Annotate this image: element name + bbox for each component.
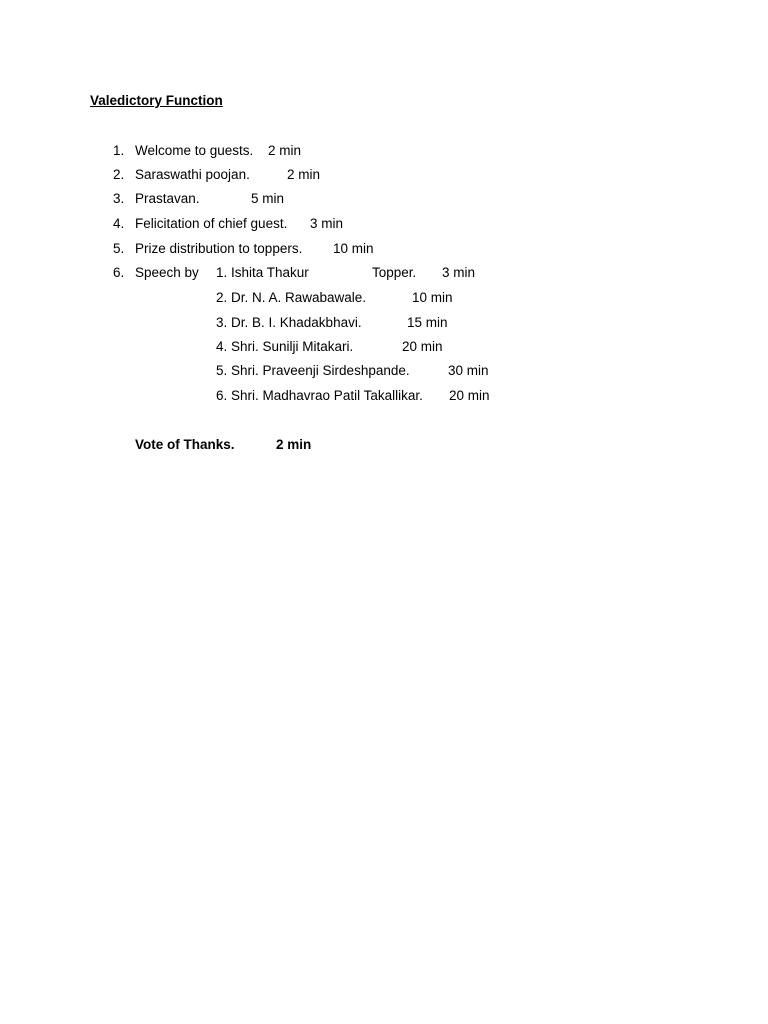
speaker-name: 1. Ishita Thakur	[216, 265, 309, 280]
list-item-number: 6.	[113, 265, 125, 280]
speaker-role: Topper.	[372, 265, 417, 280]
closing-time: 2 min	[276, 437, 312, 452]
list-item-number: 5.	[113, 241, 125, 256]
speaker-name: 4. Shri. Sunilji Mitakari.	[216, 339, 354, 354]
speaker-time: 30 min	[448, 363, 489, 378]
list-item-number: 1.	[113, 143, 125, 158]
list-item-time: 2 min	[268, 143, 302, 158]
page-title: Valedictory Function	[90, 93, 223, 108]
speaker-name: 6. Shri. Madhavrao Patil Takallikar.	[216, 388, 423, 403]
speaker-time: 3 min	[442, 265, 476, 280]
closing-text: Vote of Thanks.	[135, 437, 235, 452]
list-item-time: 2 min	[287, 167, 321, 182]
list-item-text: Saraswathi poojan.	[135, 167, 250, 182]
speaker-time: 15 min	[407, 315, 448, 330]
list-item-text: Speech by	[135, 265, 199, 280]
speaker-time: 20 min	[449, 388, 490, 403]
list-item-text: Prastavan.	[135, 191, 200, 206]
list-item-time: 5 min	[251, 191, 285, 206]
speaker-time: 10 min	[412, 290, 453, 305]
list-item-number: 3.	[113, 191, 125, 206]
list-item-text: Felicitation of chief guest.	[135, 216, 288, 231]
list-item-number: 4.	[113, 216, 125, 231]
speaker-time: 20 min	[402, 339, 443, 354]
list-item-text: Welcome to guests.	[135, 143, 254, 158]
speaker-name: 5. Shri. Praveenji Sirdeshpande.	[216, 363, 410, 378]
list-item-number: 2.	[113, 167, 125, 182]
list-item-time: 3 min	[310, 216, 344, 231]
speaker-name: 3. Dr. B. I. Khadakbhavi.	[216, 315, 362, 330]
list-item-time: 10 min	[333, 241, 374, 256]
list-item-text: Prize distribution to toppers.	[135, 241, 303, 256]
speaker-name: 2. Dr. N. A. Rawabawale.	[216, 290, 367, 305]
